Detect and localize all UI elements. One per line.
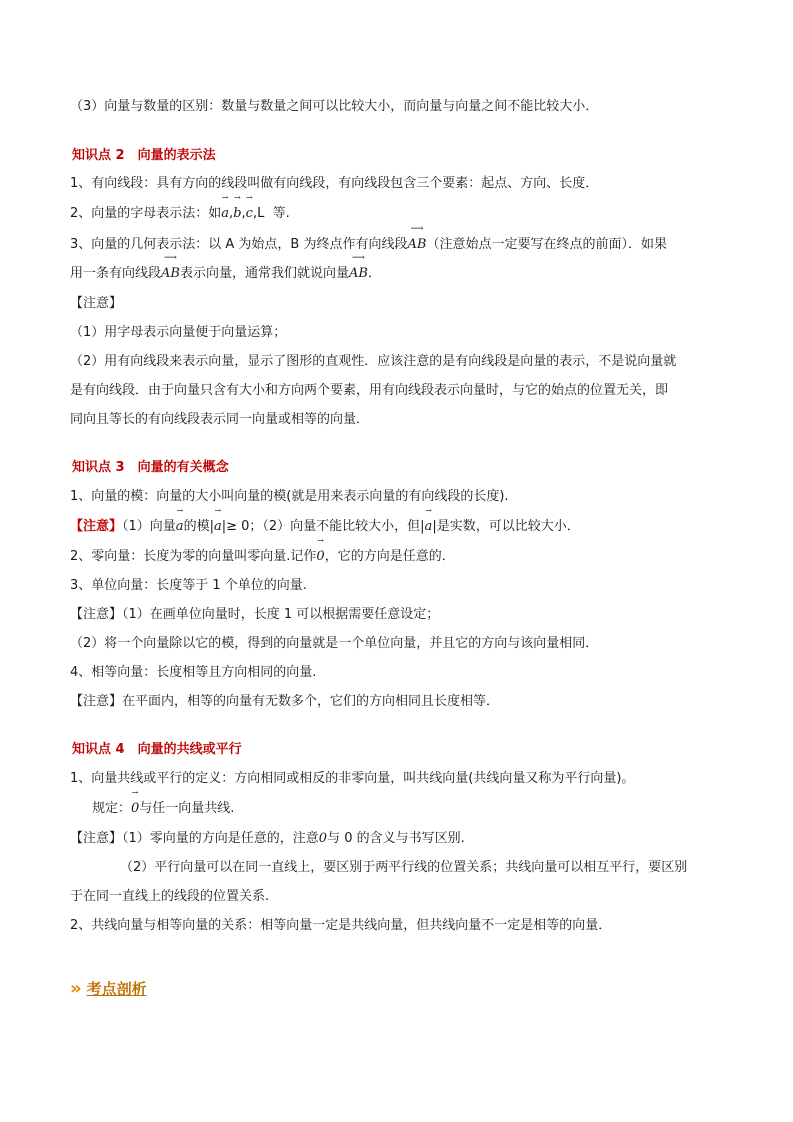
text-fragment: 等. bbox=[272, 206, 290, 221]
text-fragment: 的模| bbox=[183, 519, 214, 534]
text-line: 1、向量共线或平行的定义：方向相同或相反的非零向量，叫共线向量(共线向量又称为平行向量)。 bbox=[70, 771, 635, 786]
note-label: 【注意】 bbox=[70, 519, 123, 534]
text-fragment: 用一条有向线段 bbox=[70, 266, 162, 281]
text-line: 【注意】（1）在画单位向量时，长度 1 可以根据需要任意设定； bbox=[70, 607, 440, 622]
text-fragment: 与 0 的含义与书写区别. bbox=[327, 831, 465, 846]
text-line: （1）用字母表示向量便于向量运算； bbox=[70, 325, 287, 340]
text-line bbox=[92, 799, 234, 819]
text-fragment: 表示向量，通常我们就说向量 bbox=[179, 266, 349, 281]
text-line: 是有向线段．由于向量只含有大小和方向两个要素，用有向线段表示向量时，与它的始点的位置无关，即 bbox=[70, 383, 669, 398]
text-fragment: |≥ 0；（2）向量不能比较大小，但| bbox=[221, 519, 425, 534]
section-heading-3: 知识点 3 向量的有关概念 bbox=[72, 460, 229, 475]
vector-a: → a bbox=[176, 517, 184, 537]
text-line: 4、相等向量：长度相等且方向相同的向量. bbox=[70, 665, 317, 680]
text-fragment: 与任一向量共线. bbox=[139, 801, 235, 816]
section-heading-2: 知识点 2 向量的表示法 bbox=[72, 148, 216, 163]
double-chevron-icon: » bbox=[70, 978, 79, 999]
text-line bbox=[70, 829, 465, 849]
section-title: 考点剖析 bbox=[86, 980, 147, 998]
vector-AB: ⟶ AB bbox=[349, 264, 368, 284]
zero-vector: → 0 bbox=[316, 547, 324, 567]
section-marker bbox=[70, 979, 147, 999]
italic-zero: 0 bbox=[318, 831, 328, 846]
text-fragment: ，它的方向是任意的． bbox=[324, 549, 455, 564]
text-line: 1、向量的模：向量的大小叫向量的模(就是用来表示向量的有向线段的长度). bbox=[70, 489, 509, 504]
text-line: （2）用有向线段来表示向量，显示了图形的直观性．应该注意的是有向线段是向量的表示，不是说向量就 bbox=[70, 354, 677, 369]
text-fragment: 【注意】（1）零向量的方向是任意的，注意 bbox=[70, 831, 319, 846]
text-fragment: 2、向量的字母表示法：如 bbox=[70, 206, 222, 221]
vector-b: → b bbox=[233, 204, 241, 224]
vector-a: → a bbox=[221, 204, 229, 224]
text-line: 1、有向线段：具有方向的线段叫做有向线段，有向线段包含三个要素：起点、方向、长度． bbox=[70, 176, 599, 191]
text-line: （3）向量与数量的区别：数量与数量之间可以比较大小，而向量与向量之间不能比较大小． bbox=[70, 99, 599, 114]
text-fragment: （注意始点一定要写在终点的前面）．如果 bbox=[426, 237, 667, 252]
vector-AB: ⟶ AB bbox=[407, 235, 426, 255]
text-line: 同向且等长的有向线段表示同一向量或相等的向量． bbox=[70, 412, 370, 427]
text-fragment: 2、零向量：长度为零的向量叫零向量.记作 bbox=[70, 549, 317, 564]
note-label: 【注意】 bbox=[70, 296, 123, 311]
text-fragment: ． bbox=[367, 266, 381, 281]
ellipsis-symbol: L bbox=[257, 206, 265, 221]
vector-AB: ⟶ AB bbox=[161, 264, 180, 284]
zero-vector: → 0 bbox=[131, 799, 139, 819]
text-line: 【注意】在平面内，相等的向量有无数多个，它们的方向相同且长度相等． bbox=[70, 694, 500, 709]
vector-a: → a bbox=[425, 517, 433, 537]
text-fragment: 3、向量的几何表示法：以 A 为始点，B 为终点作有向线段 bbox=[70, 237, 408, 252]
vector-c: → c bbox=[246, 204, 253, 224]
text-line: 2、共线向量与相等向量的关系：相等向量一定是共线向量，但共线向量不一定是相等的向量． bbox=[70, 918, 612, 933]
text-line: （2）将一个向量除以它的模，得到的向量就是一个单位向量，并且它的方向与该向量相同． bbox=[70, 636, 599, 651]
text-line bbox=[70, 235, 667, 255]
vector-a: → a bbox=[214, 517, 222, 537]
text-fragment: |是实数，可以比较大小． bbox=[432, 519, 580, 534]
text-line: （2）平行向量可以在同一直线上，要区别于两平行线的位置关系；共线向量可以相互平行，要区别 bbox=[120, 860, 688, 875]
text-line: 3、单位向量：长度等于 1 个单位的向量. bbox=[70, 578, 307, 593]
text-fragment: 规定： bbox=[92, 801, 132, 816]
text-line: 于在同一直线上的线段的位置关系. bbox=[70, 889, 270, 904]
text-fragment: （1）向量 bbox=[122, 519, 176, 534]
section-heading-4: 知识点 4 向量的共线或平行 bbox=[72, 742, 242, 757]
text-line bbox=[70, 264, 381, 284]
text-line bbox=[70, 517, 580, 537]
text-line bbox=[70, 547, 455, 567]
text-line: 2、向量的字母表示法：如→ a,→ b,→ c,L 等. bbox=[70, 204, 290, 224]
